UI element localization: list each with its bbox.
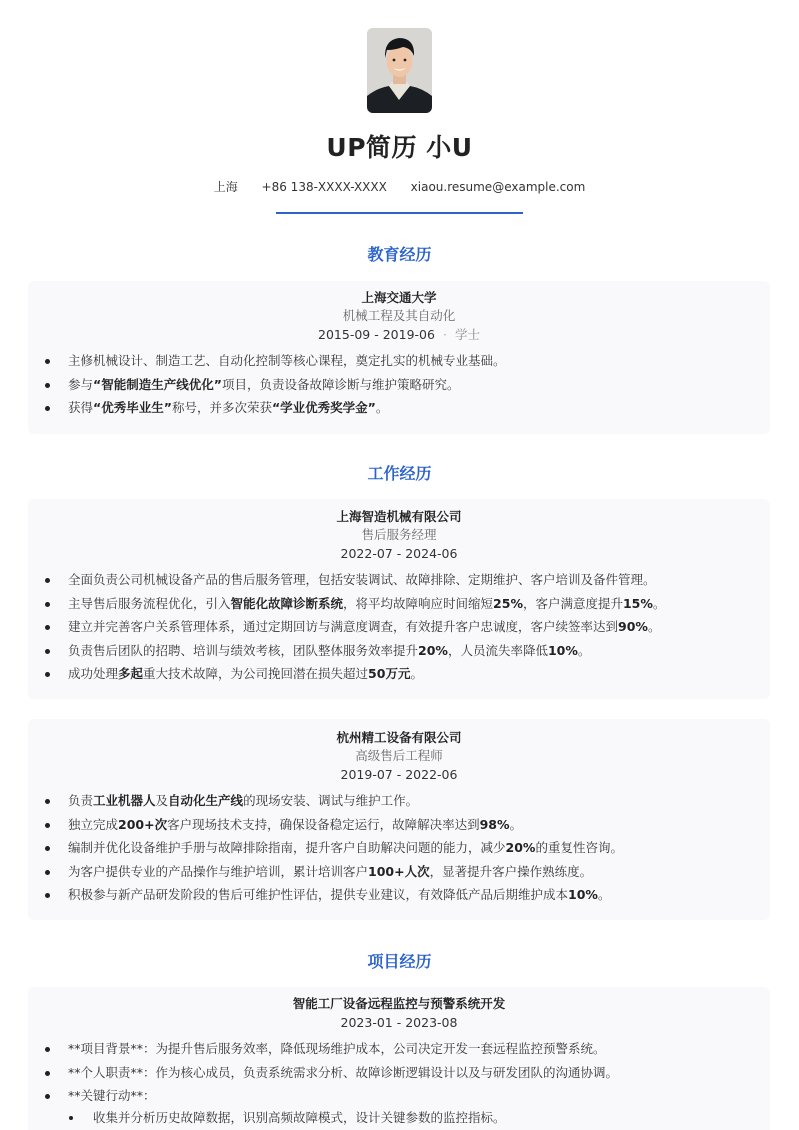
- degree: 学士: [454, 327, 480, 342]
- bullet-item: **项目背景**：为提升售后服务效率，降低现场维护成本，公司决定开发一套远程监控预警系统。: [28, 1037, 770, 1061]
- education-date-line: [28, 325, 770, 345]
- bullet-item: [28, 836, 770, 860]
- bullet-item: [28, 349, 770, 373]
- bullet-text: 主导售后服务流程优化，引入: [68, 595, 231, 611]
- bullet-text: 的重复性咨询。: [535, 840, 623, 855]
- bullet-item: [28, 615, 770, 639]
- work-date: 2019-07 - 2022-06: [340, 767, 458, 782]
- highlight-text: 90%: [618, 619, 648, 634]
- bullet-text: ，客户满意度提升: [522, 595, 623, 611]
- bullet-text: 建立并完善客户关系管理体系，通过定期回访与满意度调查，有效提升客户忠诚度，客户续签率达到: [68, 619, 619, 634]
- highlight-text: 10%: [568, 887, 598, 902]
- education-bullets: [28, 349, 770, 420]
- bullet-text: 参与: [68, 376, 94, 392]
- contact-phone: +86 138-XXXX-XXXX: [261, 180, 387, 194]
- bullet-item: [28, 813, 770, 837]
- profile-photo: [367, 28, 432, 113]
- project-name: 智能工厂设备远程监控与预警系统开发: [292, 996, 506, 1011]
- bullet-item: [28, 662, 770, 686]
- candidate-name: UP简历 小U: [326, 133, 473, 162]
- project-bullets-1: [28, 1037, 770, 1128]
- bullet-item: [28, 373, 770, 397]
- bullet-text: 称号，并多次荣获: [171, 400, 272, 415]
- avatar-portrait-icon: [367, 28, 432, 113]
- bullet-text: 客户现场技术支持，确保设备稳定运行，故障解决率达到: [167, 816, 480, 832]
- bullet-text: 及: [155, 793, 169, 808]
- work-date: 2022-07 - 2024-06: [340, 546, 458, 561]
- bullet-item: [28, 396, 770, 420]
- bullet-text: 。: [577, 642, 591, 658]
- school-name: 上海交通大学: [361, 290, 437, 305]
- bullet-text: ，将平均故障响应时间缩短: [343, 595, 494, 611]
- bullet-text: 获得: [68, 400, 94, 415]
- highlight-text: 20%: [418, 642, 448, 658]
- highlight-text: 200+次: [118, 816, 168, 832]
- bullet-text: 主修机械设计、制造工艺、自动化控制等核心课程，奠定扎实的机械专业基础。: [68, 353, 506, 368]
- separator-dot: ·: [442, 327, 447, 342]
- bullet-text: 。: [597, 887, 611, 902]
- bullet-item: [28, 639, 770, 663]
- highlight-text: 自动化生产线: [168, 793, 244, 808]
- highlight-text: 98%: [479, 816, 510, 832]
- highlight-text: 20%: [505, 840, 536, 855]
- bullet-text: 积极参与新产品研发阶段的售后可维护性评估，提供专业建议，有效降低产品后期维护成本: [68, 887, 569, 902]
- bullet-text: 。: [652, 595, 666, 611]
- education-date: 2015-09 - 2019-06: [318, 327, 435, 342]
- highlight-text: 10%: [547, 642, 578, 658]
- highlight-text: 工业机器人: [93, 793, 156, 808]
- bullet-item: [28, 789, 770, 813]
- job-position: 售后服务经理: [361, 527, 437, 542]
- bullet-text: 重大技术故障，为公司挽回潜在损失超过: [143, 666, 369, 681]
- job-position: 高级售后工程师: [355, 748, 443, 763]
- highlight-text: “智能制造生产线优化”: [93, 376, 222, 392]
- section-title-education: 教育经历: [367, 245, 432, 264]
- company-name: 杭州精工设备有限公司: [336, 730, 462, 745]
- project-date: 2023-01 - 2023-08: [340, 1015, 458, 1030]
- work-card-1: [28, 499, 770, 699]
- work-card-2: [28, 719, 770, 920]
- header-divider: [276, 212, 523, 214]
- bullet-text: 。: [410, 666, 423, 681]
- highlight-text: 15%: [622, 595, 653, 611]
- bullet-text: 。: [647, 619, 661, 634]
- bullet-item: [28, 860, 770, 884]
- bullet-text: 为客户提供专业的产品操作与维护培训，累计培训客户: [68, 863, 369, 879]
- bullet-item: **个人职责**：作为核心成员，负责系统需求分析、故障诊断逻辑设计以及与研发团队的沟通协调。: [28, 1061, 770, 1085]
- bullet-text: 。: [375, 400, 389, 415]
- highlight-text: “优秀毕业生”: [93, 400, 172, 415]
- highlight-text: 100+人次: [368, 863, 430, 879]
- highlight-text: 智能化故障诊断系统: [230, 595, 344, 611]
- education-card: [28, 281, 770, 434]
- bullet-text: 独立完成: [68, 816, 119, 832]
- project-card-1: [28, 987, 770, 1130]
- bullet-text: 成功处理: [68, 666, 119, 681]
- bullet-text: 。: [509, 816, 523, 832]
- bullet-item: **关键行动**：: [28, 1084, 770, 1108]
- bullet-text: ，人员流失率降低: [447, 642, 548, 658]
- contact-city: 上海: [213, 180, 238, 194]
- contact-email[interactable]: xiaou.resume@example.com: [410, 180, 586, 194]
- section-title-projects: 项目经历: [367, 952, 432, 971]
- bullet-text: 负责售后团队的招聘、培训与绩效考核，团队整体服务效率提升: [68, 642, 419, 658]
- highlight-text: 50万元: [368, 666, 411, 681]
- company-name: 上海智造机械有限公司: [336, 509, 462, 524]
- highlight-text: “学业优秀奖学金”: [271, 400, 376, 415]
- bullet-text: ，显著提升客户操作熟练度。: [429, 863, 593, 879]
- bullet-item: [28, 592, 770, 616]
- bullet-item: [28, 568, 770, 592]
- section-title-work: 工作经历: [367, 464, 432, 483]
- sub-bullet-item: 收集并分析历史故障数据，识别高频故障模式，设计关键参数的监控指标。: [28, 1108, 770, 1128]
- bullet-text: 项目，负责设备故障诊断与维护策略研究。: [221, 376, 460, 392]
- highlight-text: 多起: [118, 666, 144, 681]
- bullet-text: 全面负责公司机械设备产品的售后服务管理，包括安装调试、故障排除、定期维护、客户培训及备件管理。: [68, 572, 656, 587]
- bullet-text: 编制并优化设备维护手册与故障排除指南，提升客户自助解决问题的能力，减少: [68, 840, 506, 855]
- major: 机械工程及其自动化: [342, 308, 456, 323]
- bullet-text: 负责: [68, 793, 94, 808]
- work-bullets-1: [28, 568, 770, 686]
- bullet-text: 的现场安装、调试与维护工作。: [243, 793, 419, 808]
- work-bullets-2: [28, 789, 770, 907]
- contact-info: [0, 178, 799, 195]
- highlight-text: 25%: [493, 595, 523, 611]
- bullet-item: [28, 883, 770, 907]
